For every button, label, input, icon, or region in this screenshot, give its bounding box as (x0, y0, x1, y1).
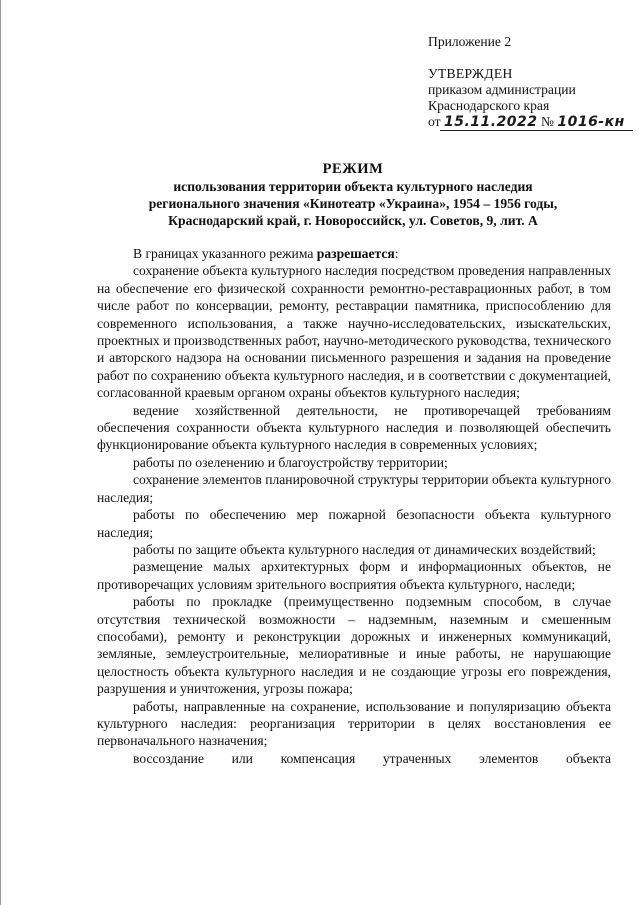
date-underline (440, 130, 633, 131)
document-body (97, 245, 611, 767)
body-paragraph: сохранение объекта культурного наследия посредством проведения направленных на обеспечение его физической сохранности ремонтно-реставрационных работ, в том числе работ по консервации, ремонту, реставрации памятника, приспособлению для современного использования, а также научно-исследовательских, изыскательских, проектных и производственных работ, научно-методического руководства, технического и авторского надзора на основании письменного разрешения и задания на проведение работ по сохранению объекта культурного наследия, и в соответствии с документацией, согласованной краевым органом охраны объектов культурного наследия; (97, 263, 611, 401)
intro-paragraph (97, 245, 611, 262)
body-paragraph: ведение хозяйственной деятельности, не противоречащей требованиям обеспечения сохранности объекта культурного наследия и позволяющей обеспечить функционирование объекта культурного наследия в современных условиях; (97, 402, 611, 453)
body-paragraph: работы по озеленению и благоустройству территории; (133, 454, 448, 470)
intro-tail: : (394, 246, 399, 261)
title-heading: РЕЖИМ (322, 161, 384, 177)
appendix-label: Приложение 2 (428, 34, 512, 49)
approval-date-number (428, 114, 633, 132)
document-title (97, 161, 609, 229)
body-paragraph: работы по прокладке (преимущественно подземным способом, в случае отсутствия технической возможности – надземным, наземным и смешенным способами), ремонту и реконструкции дорожных и инженерных коммуникаций, земляные, землеустроительные, мелиоративные и иные работы, не нарушающие целостность объекта культурного наследия и не создающие угрозы его повреждения, разрушения и уничтожения, угрозы пожара; (97, 594, 611, 697)
body-paragraph: работы, направленные на сохранение, использование и популяризацию объекта культурного наследия: реорганизация территории в целях восстановления ее первоначального назначения; (97, 698, 611, 749)
body-paragraph: сохранение элементов планировочной структуры территории объекта культурного наследия; (97, 472, 611, 505)
number-handwritten: 1016-кн (557, 114, 625, 130)
title-line-2: регионального значения «Кинотеатр «Украина», 1954 – 1956 годы, (148, 196, 558, 211)
approval-line-1: приказом администрации (428, 82, 576, 97)
title-line-3: Краснодарский край, г. Новороссийск, ул. Советов, 9, лит. А (168, 213, 538, 228)
approval-block (428, 34, 633, 132)
body-paragraph: размещение малых архитектурных форм и информационных объектов, не противоречащих условиям зрительного восприятия объекта культурного, наследи; (97, 559, 611, 592)
number-prefix: № (540, 114, 554, 129)
body-paragraph: работы по защите объекта культурного наследия от динамических воздействий; (133, 541, 596, 557)
title-line-1: использования территории объекта культурного наследия (173, 179, 533, 194)
intro-text: В границах указанного режима (133, 246, 317, 261)
intro-bold: разрешается (316, 246, 395, 261)
approved-label: УТВЕРЖДЕН (428, 66, 513, 81)
body-paragraph: работы по обеспечению мер пожарной безопасности объекта культурного наследия; (97, 507, 611, 540)
date-prefix: от (428, 114, 441, 129)
approval-line-2: Краснодарского края (428, 98, 550, 113)
date-handwritten: 15.11.2022 (443, 114, 538, 130)
body-paragraph: воссоздание или компенсация утраченных элементов объекта (133, 750, 611, 766)
